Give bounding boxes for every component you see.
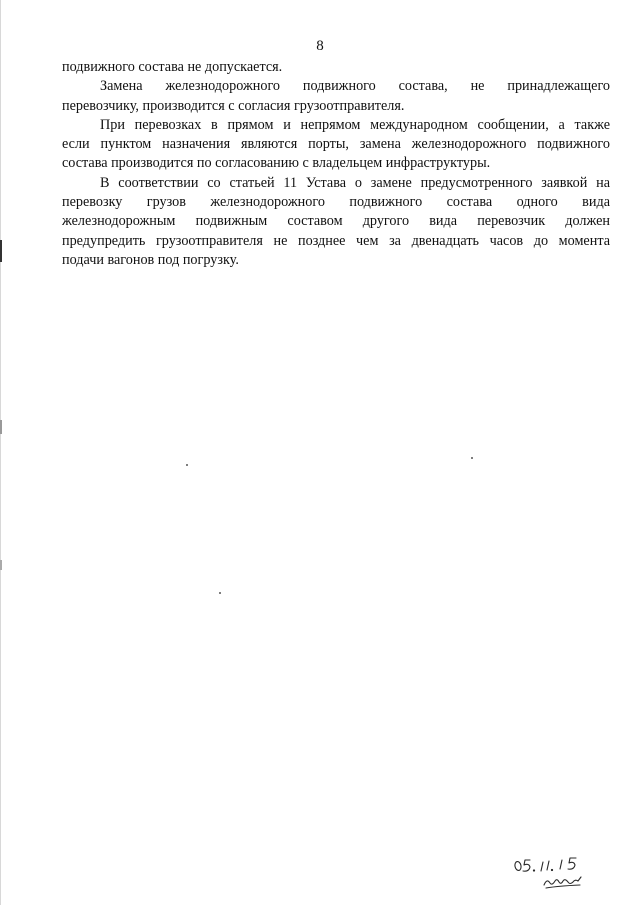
page-number: 8 [316, 38, 324, 54]
text-line: В соответствии со статьей 11 Устава о замене предусмотренного заявкой на [100, 174, 610, 191]
text-line: подачи вагонов под погрузку. [62, 251, 239, 268]
text-line: При перевозках в прямом и непрямом международном сообщении, а также [100, 116, 610, 133]
text-line: подвижного состава не допускается. [62, 59, 283, 75]
scan-edge-mark [0, 240, 2, 262]
text-line: перевозчику, производится с согласия грузоотправителя. [62, 97, 405, 114]
text-line: перевозку грузов железнодорожного подвижного состава одного вида [62, 194, 610, 211]
scan-speck [186, 464, 188, 466]
scan-edge-mark [0, 420, 2, 434]
text-line: железнодорожным подвижным составом другого вида перевозчик должен [62, 213, 610, 230]
scan-left-edge [0, 0, 1, 905]
text-line: состава производится по согласованию с владельцем инфраструктуры. [62, 155, 491, 172]
scan-speck [471, 457, 473, 459]
handwritten-date-note [510, 852, 600, 892]
text-line: Замена железнодорожного подвижного состава, не принадлежащего [100, 78, 610, 95]
scan-edge-mark [0, 560, 2, 570]
text-line: если пунктом назначения являются порты, замена железнодорожного подвижного [62, 136, 610, 153]
text-line: предупредить грузоотправителя не позднее чем за двенадцать часов до момента [62, 232, 610, 249]
scan-speck [219, 592, 221, 594]
body-text [62, 58, 610, 270]
